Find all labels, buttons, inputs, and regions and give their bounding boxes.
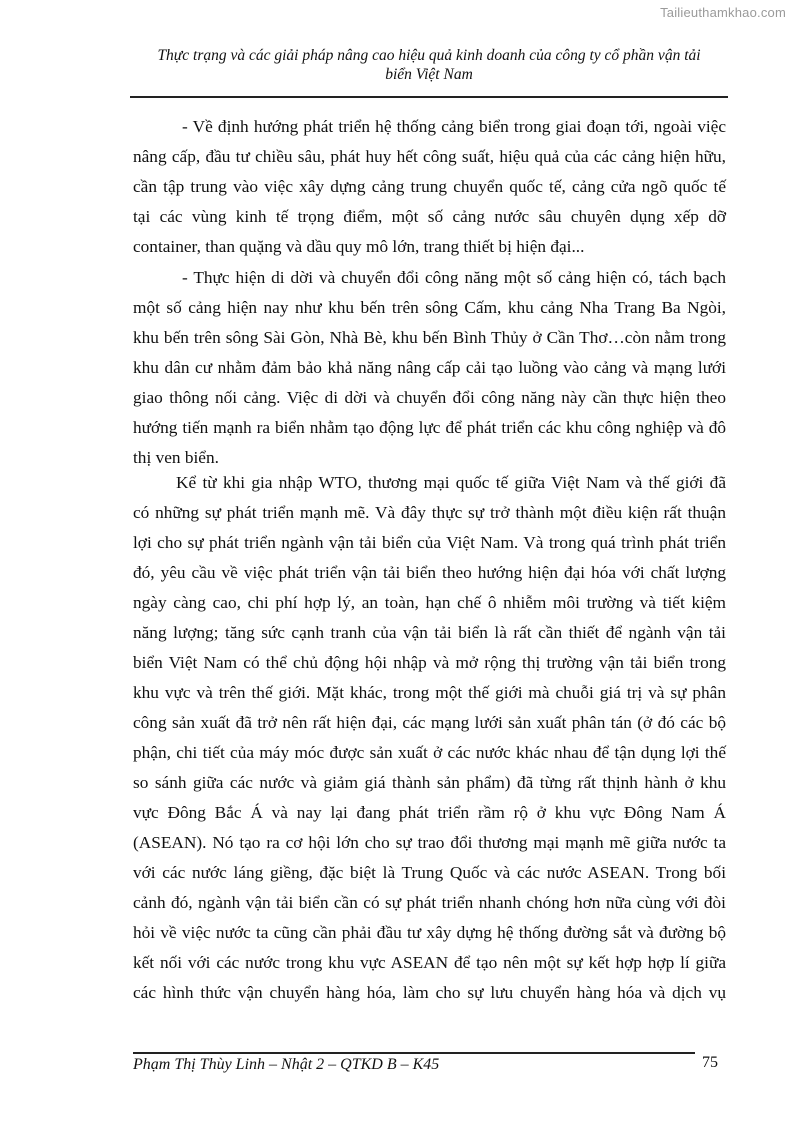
watermark: Tailieuthamkhao.com [660, 5, 786, 20]
header-line-2: biển Việt Nam [385, 66, 473, 83]
header-line-1: Thực trạng và các giải pháp nâng cao hiệu quả kinh doanh của công ty cổ phần vận tải [157, 47, 701, 64]
paragraph-line: - Về định hướng phát triển hệ thống cảng biển trong giai đoạn tới, ngoài việc [182, 117, 726, 136]
paragraph-line: khu dân cư nhằm đảm bảo khả năng nâng cấp cải tạo luồng vào cảng và mạng lưới [133, 358, 726, 377]
page-number: 75 [702, 1054, 718, 1071]
paragraph-line: cần tập trung vào việc xây dựng cảng trung chuyển quốc tế, cảng cửa ngõ quốc tế [133, 177, 726, 196]
paragraph-line: (ASEAN). Nó tạo ra cơ hội lớn cho sự trao đổi thương mại mạnh mẽ giữa nước ta [133, 833, 726, 852]
paragraph-line: các hình thức vận chuyển hàng hóa, làm cho sự lưu chuyển hàng hóa và dịch vụ [133, 983, 726, 1002]
paragraph-line: cảnh đó, ngành vận tải biển cần có sự phát triển nhanh chóng hơn nữa cùng với đòi [133, 893, 726, 912]
paragraph-line: khu bến trên sông Sài Gòn, Nhà Bè, khu bến Bình Thủy ở Cần Thơ…còn nằm trong [133, 328, 726, 347]
paragraph-line: - Thực hiện di dời và chuyển đổi công năng một số cảng hiện có, tách bạch [182, 268, 726, 287]
running-header [130, 46, 728, 84]
paragraph-line: biển Việt Nam có thể chủ động hội nhập và mở rộng thị trường vận tải biển trong [133, 653, 726, 672]
paragraph-line: vực Đông Bắc Á và nay lại đang phát triển rầm rộ ở khu vực Đông Nam Á [133, 803, 726, 822]
paragraph-line: ngày càng cao, chi phí hợp lý, an toàn, hạn chế ô nhiễm môi trường và tiết kiệm [133, 593, 726, 612]
paragraph-line: với các nước láng giềng, đặc biệt là Trung Quốc và các nước ASEAN. Trong bối [133, 863, 726, 882]
footer-rule [133, 1052, 695, 1054]
footer-author: Phạm Thị Thùy Linh – Nhật 2 – QTKD B – K45 [133, 1056, 440, 1073]
paragraph-line: hỏi về việc nước ta cũng cần phải đầu tư xây dựng hệ thống đường sắt và đường bộ [133, 923, 726, 942]
paragraph-line: có những sự phát triển mạnh mẽ. Và đây thực sự trở thành một điều kiện rất thuận [133, 503, 726, 522]
paragraph-line: thị ven biển. [133, 448, 219, 467]
paragraph-line: kết nối với các nước trong khu vực ASEAN để tạo nên một sự kết hợp hợp lí giữa [133, 953, 726, 972]
paragraph-line: đó, yêu cầu về việc phát triển vận tải biển theo hướng hiện đại hóa với chất lượng [133, 563, 726, 582]
paragraph-line: tại các vùng kinh tế trọng điểm, một số cảng nước sâu chuyên dụng xếp dỡ [133, 207, 726, 226]
paragraph-line: nâng cấp, đầu tư chiều sâu, phát huy hết công suất, hiệu quả của các cảng hiện hữu, [133, 147, 726, 166]
paragraph-line: Kể từ khi gia nhập WTO, thương mại quốc tế giữa Việt Nam và thế giới đã [176, 473, 726, 492]
paragraph-line: công sản xuất đã trở nên rất hiện đại, các mạng lưới sản xuất phân tán (ở đó các bộ [133, 713, 726, 732]
paragraph-line: khu vực và trên thế giới. Mặt khác, trong một thế giới mà chuỗi giá trị và sự phân [133, 683, 726, 702]
paragraph-line: một số cảng hiện nay như khu bến trên sông Cấm, khu cảng Nha Trang Ba Ngòi, [133, 298, 726, 317]
header-rule [130, 96, 728, 98]
paragraph-line: năng lượng; tăng sức cạnh tranh của vận tải biển là rất cần thiết để ngành vận tải [133, 623, 726, 642]
paragraph-line: lợi cho sự phát triển ngành vận tải biển của Việt Nam. Và trong quá trình phát triển [133, 533, 726, 552]
paragraph-line: hướng tiến mạnh ra biển nhằm tạo động lực để phát triển các khu công nghiệp và đô [133, 418, 726, 437]
paragraph-line: so sánh giữa các nước và giảm giá thành sản phẩm) đã từng rất thịnh hành ở khu [133, 773, 726, 792]
paragraph-line: phận, chi tiết của máy móc được sản xuất ở các nước khác nhau để tận dụng lợi thế [133, 743, 726, 762]
paragraph-line: giao thông nối cảng. Việc di dời và chuyển đổi công năng này cần thực hiện theo [133, 388, 726, 407]
paragraph-line: container, than quặng và dầu quy mô lớn, trang thiết bị hiện đại... [133, 237, 585, 256]
